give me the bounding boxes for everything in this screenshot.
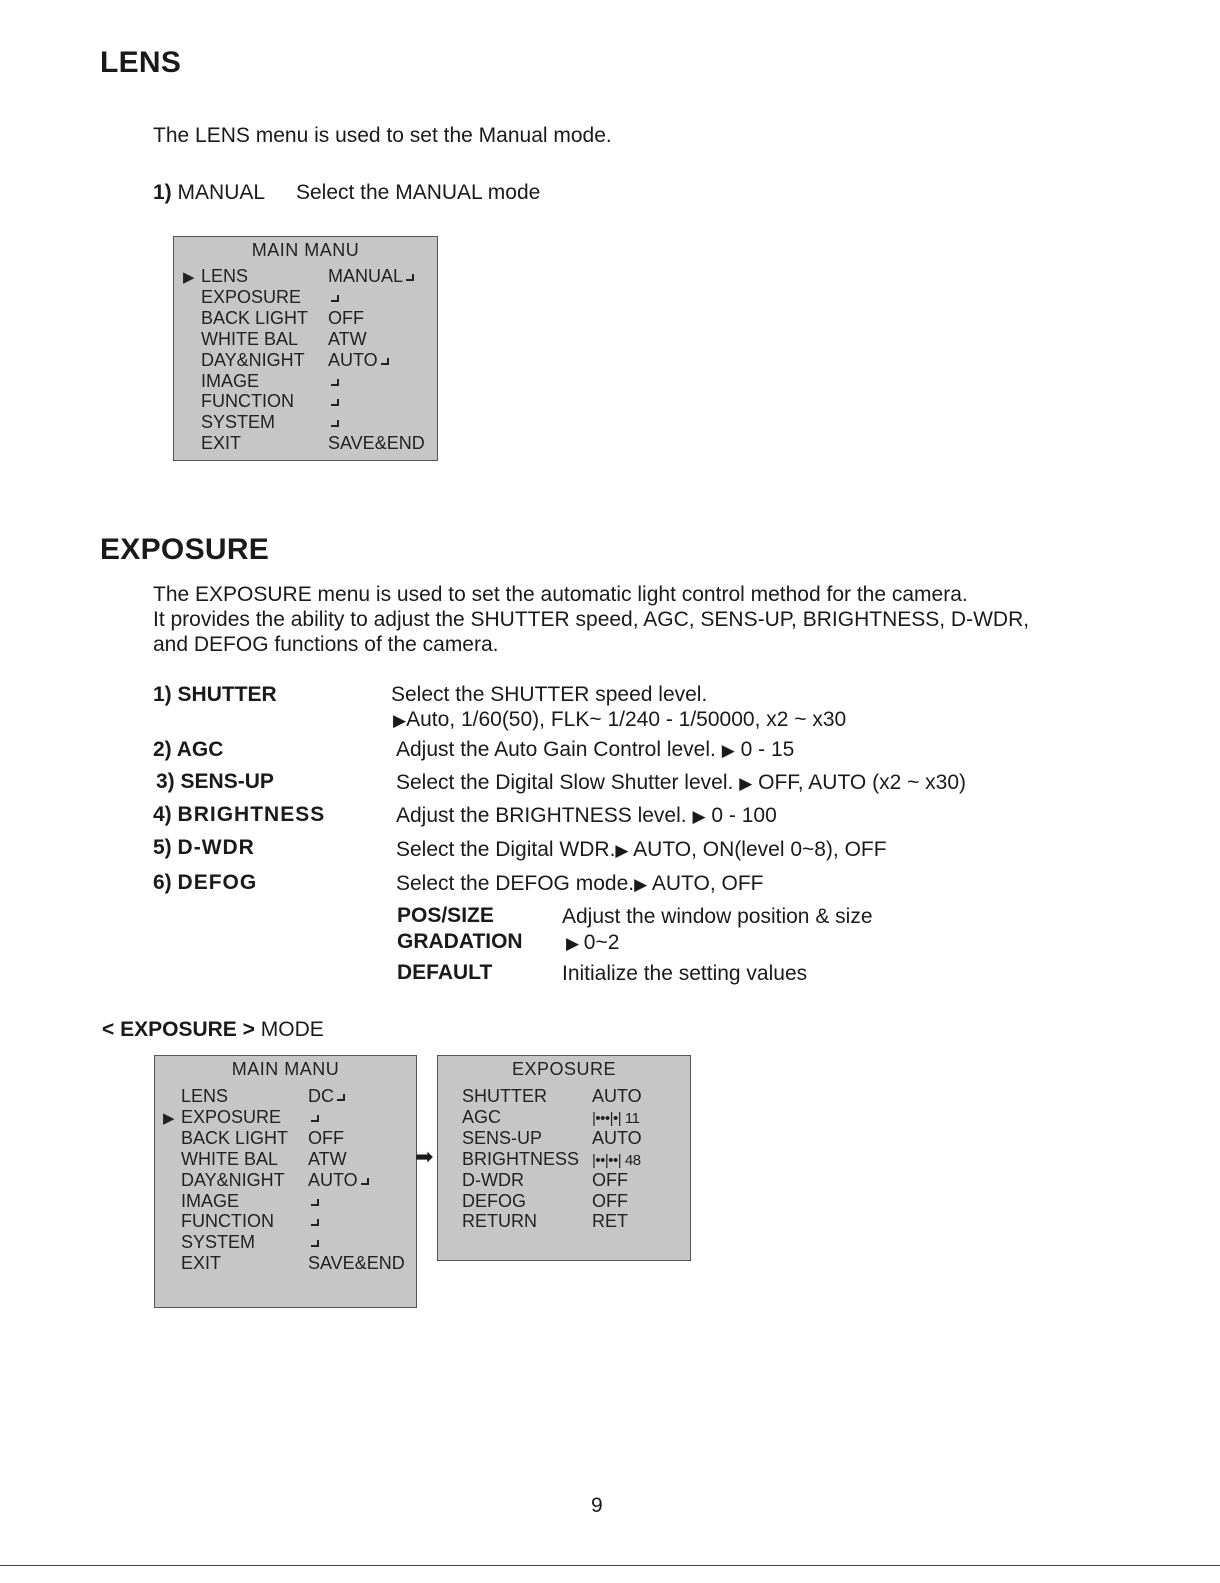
osd-value-text: SAVE&END [308, 1253, 405, 1274]
exposure-item-detail-text: AUTO, ON(level 0~8), OFF [633, 838, 887, 861]
osd-row-value [328, 371, 339, 392]
osd-row-label: DAY&NIGHT [181, 1169, 285, 1190]
osd-row-label: DAY&NIGHT [201, 349, 305, 370]
osd-value-text: AUTO [592, 1127, 642, 1148]
exposure-item-name: D-WDR [177, 836, 255, 859]
osd-value-text: |••|••| 48 [592, 1151, 641, 1169]
osd-row-label: SYSTEM [181, 1232, 256, 1253]
osd-row-label: DEFOG [462, 1190, 527, 1211]
exposure-item-desc [396, 804, 777, 828]
exposure-item-detail-text: Auto, 1/60(50), FLK~ 1/240 - 1/50000, x2 ~ x30 [406, 708, 847, 731]
osd-row-label: EXPOSURE [201, 286, 302, 307]
osd-row-value [592, 1128, 642, 1149]
exposure-item-detail-text: 0 - 15 [740, 738, 795, 761]
lens-item-desc: Select the MANUAL mode [295, 181, 541, 204]
exposure-item-number: 1) [153, 683, 172, 706]
osd-row-value [592, 1211, 628, 1232]
osd-row-value [308, 1170, 369, 1191]
osd-value-text: ATW [308, 1148, 347, 1169]
osd-row-label: WHITE BAL [201, 328, 299, 349]
exposure-item-desc-text: Adjust the BRIGHTNESS level. [396, 804, 687, 827]
osd-row-label: BRIGHTNESS [462, 1148, 580, 1169]
triangle-right-icon: ▶ [721, 741, 735, 760]
lens-item-name: MANUAL [177, 181, 265, 204]
exposure-mode-caption [102, 1018, 324, 1042]
osd-row-label: LENS [181, 1086, 229, 1106]
enter-icon [311, 1240, 319, 1247]
osd-row-label: SHUTTER [462, 1086, 547, 1106]
osd-value-text: OFF [328, 307, 364, 328]
osd-row-value [308, 1191, 319, 1212]
exposure-item-desc-text: Adjust the Auto Gain Control level. [396, 738, 716, 761]
osd-row-label: BACK LIGHT [201, 307, 309, 328]
defog-sub-name: POS/SIZE [397, 904, 494, 927]
exposure-item-title [153, 836, 255, 860]
osd-row-label: EXIT [201, 433, 242, 454]
osd-value-text: SAVE&END [328, 433, 425, 454]
exposure-heading: EXPOSURE [100, 533, 270, 566]
exposure-item-detail-text: OFF, AUTO (x2 ~ x30) [758, 771, 967, 794]
enter-icon [331, 399, 339, 406]
exposure-item-title [153, 803, 325, 827]
triangle-right-icon: ▶ [615, 841, 629, 860]
enter-icon [331, 420, 339, 427]
osd-value-text: AUTO [328, 349, 378, 370]
exposure-item-name: DEFOG [177, 871, 258, 894]
exposure-item-desc [396, 771, 966, 795]
osd-row-label: AGC [462, 1106, 502, 1127]
exposure-item-title [153, 738, 223, 762]
lens-item-manual [153, 181, 540, 205]
osd-row-value [308, 1086, 345, 1107]
exposure-item-desc [396, 872, 764, 896]
osd-row-label: WHITE BAL [181, 1148, 279, 1169]
triangle-right-icon: ▶ [393, 711, 407, 730]
osd-row-value [328, 308, 364, 329]
defog-sub-name: DEFAULT [397, 961, 493, 984]
exposure-item-detail-text: 0 - 100 [711, 804, 777, 827]
osd-row-value [592, 1107, 639, 1128]
exposure-item-name: BRIGHTNESS [177, 803, 326, 826]
main-menu-lens-osd [173, 236, 438, 461]
osd-row-label: SYSTEM [201, 412, 276, 433]
enter-icon [331, 379, 339, 386]
osd-row-label: FUNCTION [181, 1211, 274, 1232]
osd-row-value [328, 287, 339, 308]
defog-sub-name: GRADATION [397, 930, 523, 953]
lens-heading: LENS [100, 46, 182, 79]
osd-row-label: IMAGE [181, 1190, 240, 1211]
enter-icon [331, 295, 339, 302]
exposure-item-title [153, 683, 277, 707]
defog-sub-desc-text: Adjust the window position & size [562, 905, 873, 928]
exposure-item-detail [393, 708, 846, 732]
exposure-intro-line-1: The EXPOSURE menu is used to set the automatic light control method for the camera. [153, 583, 968, 606]
osd-row-value [592, 1149, 641, 1170]
osd-value-text: MANUAL [328, 266, 404, 286]
osd-row-label: RETURN [462, 1211, 537, 1232]
defog-sub-desc [562, 962, 807, 986]
triangle-right-icon: ▶ [566, 934, 584, 953]
exposure-item-number: 2) [153, 738, 172, 761]
osd-row-label: EXIT [181, 1253, 222, 1274]
exposure-item-number: 3) [156, 770, 175, 793]
exposure-item-desc-text: Select the Digital Slow Shutter level. [396, 771, 734, 794]
exposure-item-name: AGC [176, 738, 224, 761]
osd-title: EXPOSURE [511, 1059, 617, 1079]
exposure-item-desc: Select the SHUTTER speed level. [391, 683, 708, 706]
osd-value-text: RET [592, 1211, 628, 1232]
osd-value-text: OFF [308, 1127, 344, 1148]
exposure-item-title [153, 871, 257, 895]
enter-icon [361, 1178, 369, 1185]
osd-value-text: AUTO [308, 1169, 358, 1190]
selection-pointer-icon: ▶ [163, 1109, 175, 1127]
osd-row-label: EXPOSURE [181, 1106, 282, 1127]
osd-row-value [328, 391, 339, 412]
exposure-intro-line-3: and DEFOG functions of the camera. [153, 633, 499, 656]
enter-icon [381, 358, 389, 365]
osd-row-label: D-WDR [462, 1169, 524, 1190]
triangle-right-icon: ▶ [634, 875, 648, 894]
enter-icon [311, 1199, 319, 1206]
enter-icon [406, 274, 414, 281]
osd-value-text: |•••|•| 11 [592, 1109, 640, 1127]
exposure-item-title [156, 770, 274, 794]
exposure-item-number: 6) [153, 871, 172, 894]
osd-row-label: FUNCTION [201, 391, 294, 412]
osd-row-value [328, 350, 389, 371]
osd-value-text: OFF [592, 1169, 628, 1190]
exposure-intro-line-2: It provides the ability to adjust the SHUTTER speed, AGC, SENS-UP, BRIGHTNESS, D-WDR, [153, 608, 1030, 631]
mode-caption-suffix: MODE [260, 1018, 324, 1041]
osd-value-text: DC [308, 1086, 334, 1106]
exposure-item-desc [396, 838, 887, 862]
osd-title: MAIN MANU [231, 1059, 340, 1079]
defog-sub-desc-text: Initialize the setting values [562, 962, 808, 985]
mode-caption-prefix: < EXPOSURE > [102, 1018, 255, 1041]
triangle-right-icon: ▶ [692, 807, 706, 826]
osd-row-value [308, 1128, 344, 1149]
defog-sub-desc [566, 931, 619, 955]
osd-row-label: SENS-UP [462, 1127, 543, 1148]
osd-row-label: LENS [201, 266, 249, 286]
osd-row-value [328, 266, 414, 287]
osd-value-text: ATW [328, 328, 367, 349]
osd-row-value [328, 433, 425, 454]
osd-row-value [308, 1211, 319, 1232]
exposure-item-name: SENS-UP [180, 770, 274, 793]
enter-icon [311, 1219, 319, 1226]
lens-item-number: 1) [153, 181, 172, 204]
exposure-item-number: 4) [153, 803, 172, 826]
triangle-right-icon: ▶ [739, 774, 753, 793]
exposure-item-desc-text: Select the Digital WDR. [396, 838, 616, 861]
exposure-item-detail-text: AUTO, OFF [651, 872, 764, 895]
enter-icon [311, 1115, 319, 1122]
exposure-item-number: 5) [153, 836, 172, 859]
osd-value-text: OFF [592, 1190, 628, 1211]
osd-row-value [328, 329, 367, 350]
osd-value-text: AUTO [592, 1086, 642, 1106]
osd-row-value [328, 412, 339, 433]
osd-title: MAIN MANU [251, 240, 360, 260]
osd-row-value [308, 1149, 347, 1170]
right-arrow-icon: ➡ [415, 1144, 434, 1169]
osd-row-value [592, 1191, 628, 1212]
exposure-item-name: SHUTTER [177, 683, 277, 706]
page-number: 9 [591, 1494, 603, 1517]
exposure-submenu-osd [437, 1055, 691, 1261]
osd-row-label: BACK LIGHT [181, 1127, 289, 1148]
lens-intro: The LENS menu is used to set the Manual mode. [153, 124, 612, 147]
defog-sub-desc [562, 905, 873, 929]
exposure-item-desc-text: Select the DEFOG mode. [396, 872, 635, 895]
osd-row-value [308, 1107, 319, 1128]
enter-icon [337, 1094, 345, 1101]
footer-rule [0, 1565, 1220, 1566]
exposure-item-desc [396, 738, 794, 762]
defog-sub-desc-text: 0~2 [583, 931, 620, 954]
osd-row-value [308, 1253, 405, 1274]
osd-row-value [592, 1086, 642, 1107]
osd-row-value [308, 1232, 319, 1253]
osd-row-value [592, 1170, 628, 1191]
osd-row-label: IMAGE [201, 370, 260, 391]
main-menu-exposure-osd [154, 1055, 417, 1308]
selection-pointer-icon: ▶ [183, 269, 195, 286]
